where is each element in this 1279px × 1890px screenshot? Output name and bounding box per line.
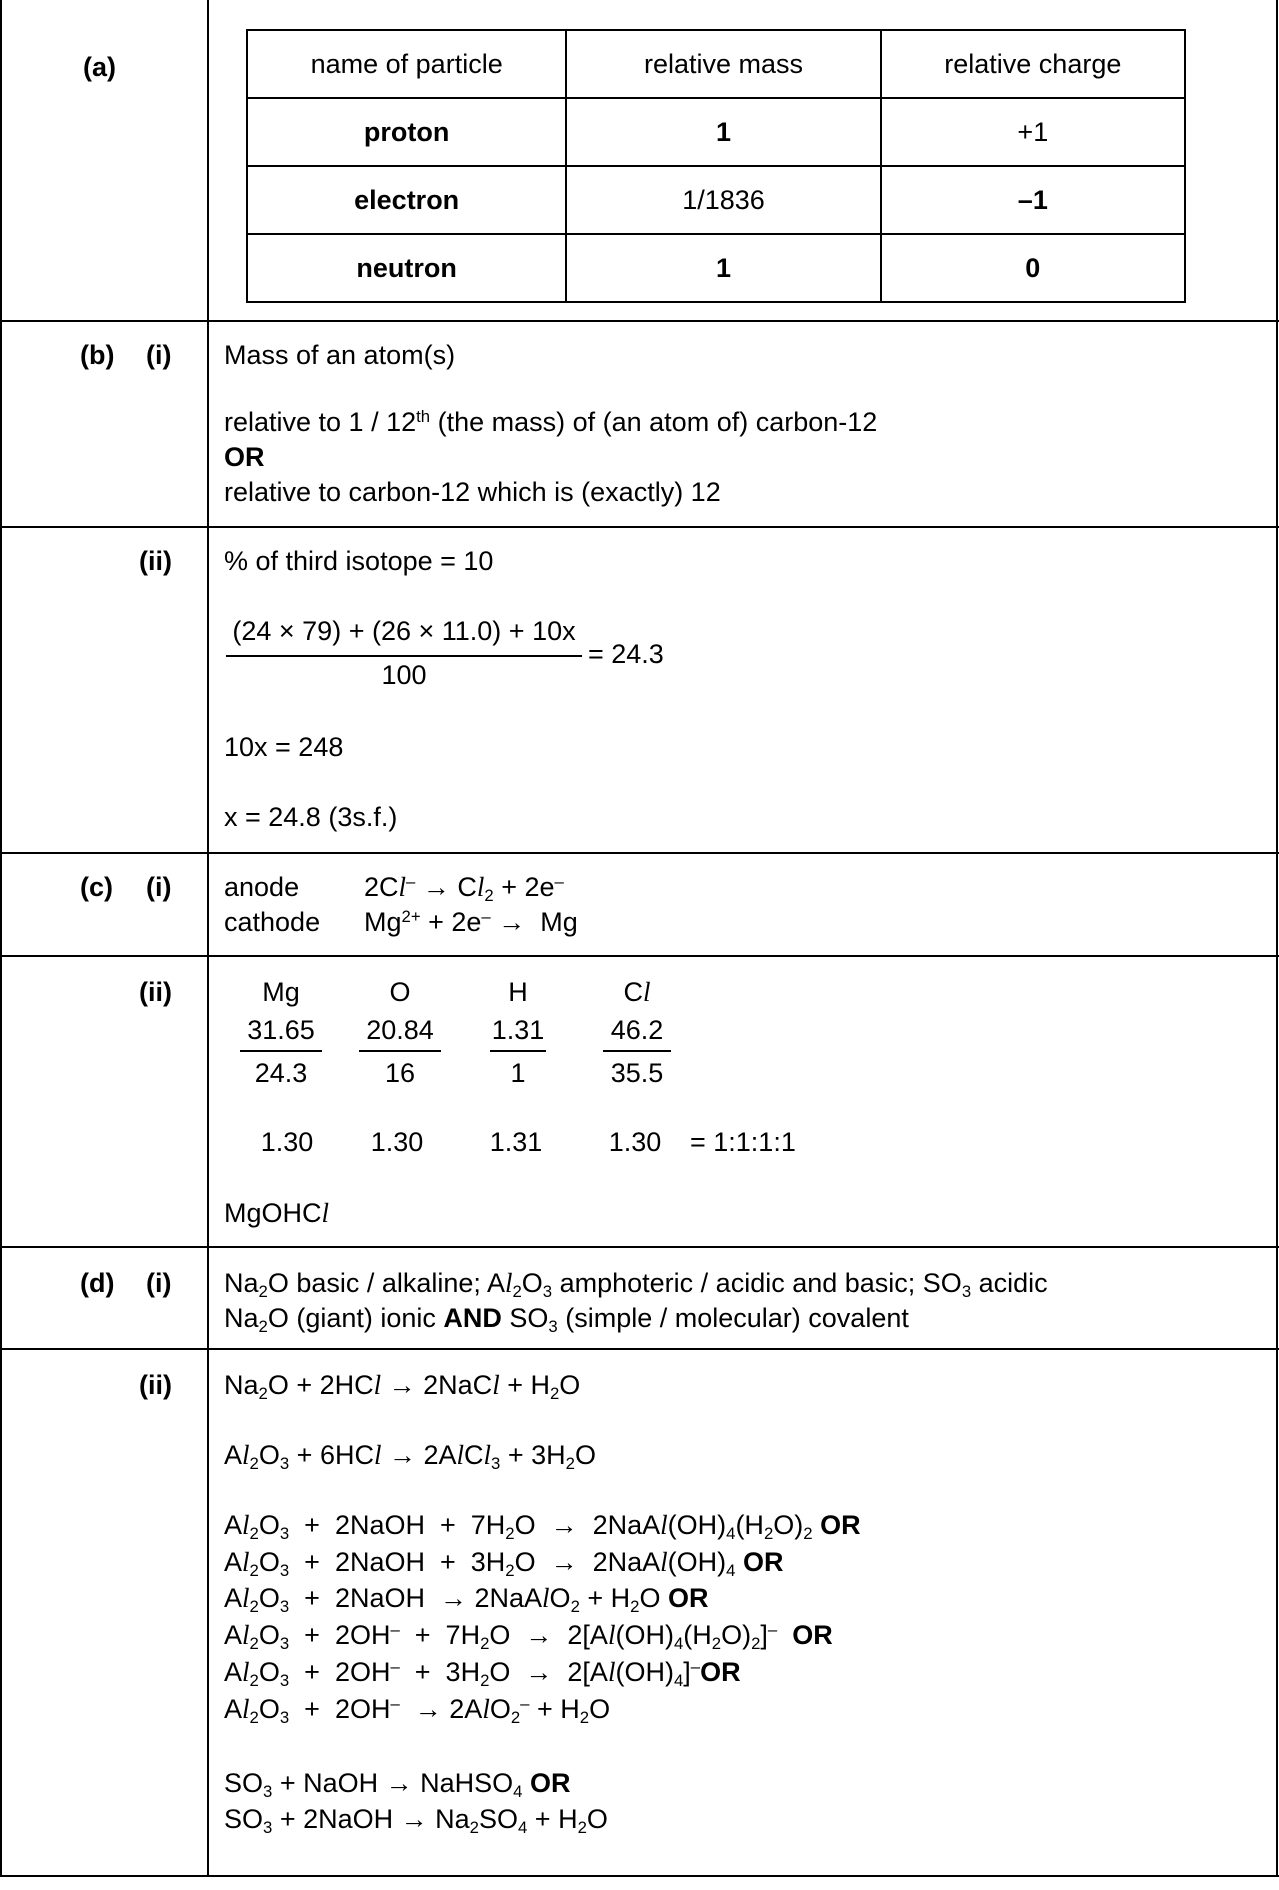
subpart-label: (i) <box>146 340 172 370</box>
equation: $Al_2O_3$ + 2NaOH + $7H_2O$ → $2NaAl(OH)_4(H_2O)_2$ OR <box>224 1510 861 1544</box>
equation: $Al_2O_3$ + 2NaOH → 2NaAlO$_2$ + $H_2O$ OR <box>224 1583 709 1617</box>
atomic-mass: 1 <box>510 1058 526 1088</box>
row-divider <box>0 1246 1279 1248</box>
fraction-bar <box>603 1050 671 1052</box>
part-label-b: (b) <box>80 340 115 370</box>
atomic-mass: 35.5 <box>610 1058 664 1088</box>
table-header-row <box>247 30 1185 98</box>
mass-percent: 46.2 <box>610 1015 664 1045</box>
table-row <box>247 98 1185 166</box>
element-symbol: Cl <box>623 977 651 1007</box>
electrode-equation: $Mg^{2+} + 2e^- \to Mg$ <box>364 906 578 937</box>
equation: $Al_2O_3 + 2OH^- \to 2AlO_2^- + H_2O$ <box>224 1693 611 1728</box>
or-label: OR <box>224 442 265 472</box>
table-cell: proton <box>247 98 566 166</box>
electrode-equation: $2Cl^- \to Cl_2 + 2e^-$ <box>364 871 564 906</box>
part-label-c: (c) <box>80 872 113 902</box>
equation: $Al_2O_3 + 6HCl$ → 2AlCl$_3$ + $3H_2O$ <box>224 1440 596 1474</box>
equation: $SO_3$ + NaOH → NaHSO$_4$ OR <box>224 1768 571 1802</box>
subpart-label: (i) <box>146 872 172 902</box>
table-row <box>247 166 1185 234</box>
column-header: relative charge <box>881 30 1185 98</box>
column-header: name of particle <box>247 30 566 98</box>
table-cell: neutron <box>247 234 566 302</box>
subpart-label: (ii) <box>139 977 172 1007</box>
table-cell: –1 <box>881 166 1185 234</box>
fraction-bar <box>359 1050 441 1052</box>
column-divider-right <box>1276 0 1278 1877</box>
fraction-bar <box>490 1050 546 1052</box>
fraction-bar <box>226 655 582 657</box>
fraction-numerator: (24 × 79) + (26 × 11.0) + 10x <box>232 616 576 646</box>
table-row <box>247 234 1185 302</box>
row-divider <box>0 526 1279 528</box>
table-cell: 0 <box>881 234 1185 302</box>
element-symbol: H <box>508 977 528 1007</box>
row-divider <box>0 1348 1279 1350</box>
empirical-formula: MgOHCl <box>224 1198 330 1228</box>
atomic-mass: 16 <box>384 1058 416 1088</box>
table-cell: 1/1836 <box>566 166 880 234</box>
answer-line: % of third isotope = 10 <box>224 546 494 576</box>
equation: $SO_3$ + 2NaOH → $Na_2SO_4 + H_2O$ <box>224 1804 608 1838</box>
answer-line: 10x = 248 <box>224 732 344 762</box>
fraction-bar <box>240 1050 322 1052</box>
equation: $Al_2O_3$ + 2NaOH + $3H_2O$ → $2NaAl(OH)_4$ OR <box>224 1547 784 1581</box>
row-divider <box>0 320 1279 322</box>
row-divider <box>0 955 1279 957</box>
atomic-mass: 24.3 <box>254 1058 308 1088</box>
column-divider <box>207 0 209 1877</box>
electrode-label: cathode <box>224 907 321 937</box>
mole-ratio: 1.31 <box>489 1127 543 1157</box>
equation: $Na_2O + 2HCl$ → 2NaCl + $H_2O$ <box>224 1370 581 1404</box>
mass-percent: 31.65 <box>247 1015 315 1045</box>
mole-ratio: 1.30 <box>260 1127 314 1157</box>
answer-line: $Na_2O$ (giant) ionic AND $SO_3$ (simple / molecular) covalent <box>224 1303 909 1337</box>
simplest-ratio: = 1:1:1:1 <box>690 1127 796 1157</box>
column-divider-left <box>0 0 2 1877</box>
element-symbol: Mg <box>262 977 300 1007</box>
row-divider <box>0 1875 1279 1877</box>
answer-line: $Na_2O$ basic / alkaline; $Al_2O_3$ amphoteric / acidic and basic; $SO_3$ acidic <box>224 1268 1048 1302</box>
mass-percent: 20.84 <box>366 1015 434 1045</box>
answer-line: relative to carbon-12 which is (exactly) 12 <box>224 477 721 507</box>
subpart-label: (ii) <box>139 1370 172 1400</box>
fraction-result: = 24.3 <box>588 639 664 669</box>
subpart-label: (i) <box>146 1268 172 1298</box>
element-symbol: O <box>389 977 411 1007</box>
mass-percent: 1.31 <box>491 1015 545 1045</box>
column-header: relative mass <box>566 30 880 98</box>
answer-line: Mass of an atom(s) <box>224 340 456 370</box>
subpart-label: (ii) <box>139 546 172 576</box>
row-divider <box>0 852 1279 854</box>
table-cell: 1 <box>566 234 880 302</box>
fraction-denominator: 100 <box>381 660 427 690</box>
mole-ratio: 1.30 <box>608 1127 662 1157</box>
mole-ratio: 1.30 <box>370 1127 424 1157</box>
part-label-d: (d) <box>80 1268 115 1298</box>
table-cell: 1 <box>566 98 880 166</box>
part-label-a: (a) <box>83 52 116 82</box>
answer-line: relative to 1 / 12th (the mass) of (an atom of) carbon-12 <box>224 406 878 437</box>
particle-table <box>246 29 1186 303</box>
equation: $Al_2O_3 + 2OH^- + 3H_2O \to 2[Al(OH)_4]^-OR$ <box>224 1656 741 1691</box>
table-cell: +1 <box>881 98 1185 166</box>
equation: $Al_2O_3 + 2OH^- + 7H_2O \to 2[Al(OH)_4(H_2O)_2]^-$ OR <box>224 1619 833 1654</box>
electrode-label: anode <box>224 872 300 902</box>
answer-line: x = 24.8 (3s.f.) <box>224 802 398 832</box>
table-cell: electron <box>247 166 566 234</box>
